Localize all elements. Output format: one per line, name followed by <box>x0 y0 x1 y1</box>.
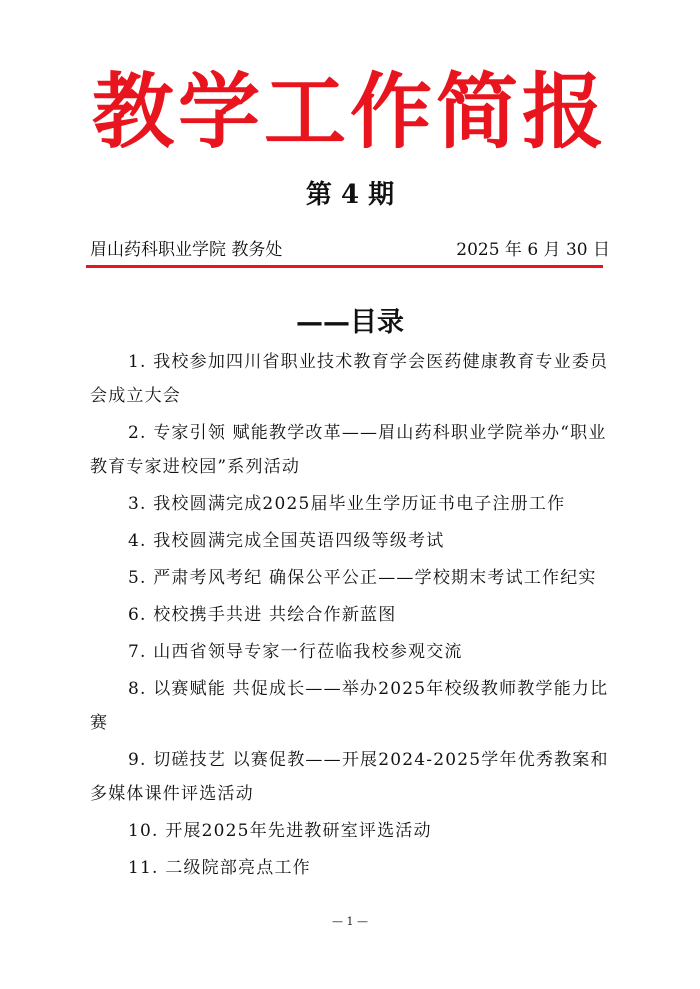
masthead-title: 教学工作简报 <box>91 64 608 160</box>
publisher: 眉山药科职业学院 教务处 <box>90 240 283 260</box>
toc-item[interactable]: 7. 山西省领导专家一行莅临我校参观交流 <box>128 642 463 662</box>
toc-item[interactable]: 6. 校校携手共进 共绘合作新蓝图 <box>128 605 397 625</box>
toc-item[interactable]: 4. 我校圆满完成全国英语四级等级考试 <box>128 531 445 551</box>
toc-item[interactable]: 2. 专家引领 赋能教学改革——眉山药科职业学院举办“职业教育专家进校园”系列活动 <box>90 423 607 477</box>
issue-number: 第 4 期 <box>305 180 395 210</box>
toc-item[interactable]: 1. 我校参加四川省职业技术教育学会医药健康教育专业委员会成立大会 <box>90 352 609 406</box>
toc-item[interactable]: 8. 以赛赋能 共促成长——举办2025年校级教师教学能力比赛 <box>90 679 609 733</box>
table-of-contents <box>90 345 620 888</box>
toc-heading: ——目录 <box>296 307 404 338</box>
red-divider <box>86 265 603 268</box>
toc-item[interactable]: 5. 严肃考风考纪 确保公平公正——学校期末考试工作纪实 <box>128 568 597 588</box>
toc-item[interactable]: 11. 二级院部亮点工作 <box>128 858 311 878</box>
toc-item[interactable]: 10. 开展2025年先进教研室评选活动 <box>128 821 432 841</box>
toc-item[interactable]: 9. 切磋技艺 以赛促教——开展2024-2025学年优秀教案和多媒体课件评选活动 <box>90 750 609 804</box>
toc-item[interactable]: 3. 我校圆满完成2025届毕业生学历证书电子注册工作 <box>128 494 566 514</box>
page-number: — 1 — <box>332 915 368 928</box>
issue-date: 2025 年 6 月 30 日 <box>456 240 610 260</box>
